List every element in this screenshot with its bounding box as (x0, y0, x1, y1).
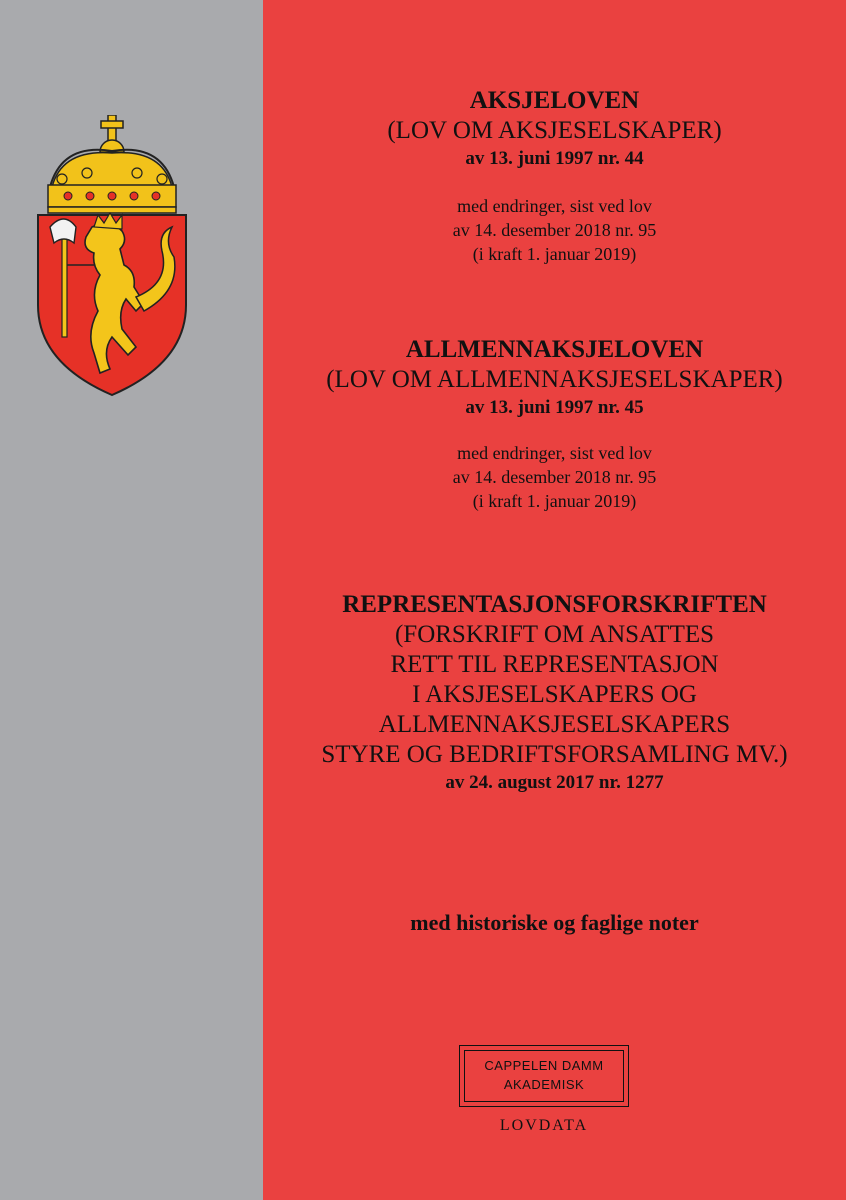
section-subtitle: (LOV OM AKSJESELSKAPER) (387, 117, 722, 144)
publisher-name-line2: AKADEMISK (503, 1077, 585, 1092)
section-title: REPRESENTASJONSFORSKRIFTEN (342, 591, 767, 618)
amendment-line: (i kraft 1. januar 2019) (472, 491, 637, 511)
section-subtitle-line: I AKSJESELSKAPERS OG (412, 681, 697, 708)
amendment-line: (i kraft 1. januar 2019) (472, 244, 637, 264)
section-allmennaksjeloven (263, 335, 846, 513)
section-aksjeloven (263, 86, 846, 266)
section-subtitle: (LOV OM ALLMENNAKSJESELSKAPER) (326, 366, 783, 393)
amendment-line: med endringer, sist ved lov (457, 196, 652, 216)
section-representasjonsforskriften (263, 590, 846, 795)
amendment-line: av 14. desember 2018 nr. 95 (452, 220, 657, 240)
section-date: av 24. august 2017 nr. 1277 (445, 772, 664, 793)
section-subtitle-line: STYRE OG BEDRIFTSFORSAMLING MV.) (321, 741, 788, 768)
amendment-line: av 14. desember 2018 nr. 95 (452, 467, 657, 487)
amendment-line: med endringer, sist ved lov (457, 443, 652, 463)
publisher-name-line1: CAPPELEN DAMM (484, 1058, 604, 1073)
lovdata-label: LOVDATA (499, 1117, 589, 1134)
section-title: AKSJELOVEN (469, 87, 640, 114)
tagline-block (263, 908, 846, 938)
norwegian-coat-of-arms-icon (32, 115, 192, 397)
section-date: av 13. juni 1997 nr. 44 (465, 148, 644, 169)
section-subtitle-line: (FORSKRIFT OM ANSATTES (394, 621, 715, 648)
section-subtitle-line: RETT TIL REPRESENTASJON (390, 651, 719, 678)
section-title: ALLMENNAKSJELOVEN (405, 336, 704, 363)
publisher-logo (459, 1045, 629, 1107)
section-date: av 13. juni 1997 nr. 45 (465, 397, 644, 418)
section-subtitle-line: ALLMENNAKSJESELSKAPERS (378, 711, 731, 738)
cover-main-panel (263, 0, 846, 1200)
tagline: med historiske og faglige noter (410, 910, 699, 935)
